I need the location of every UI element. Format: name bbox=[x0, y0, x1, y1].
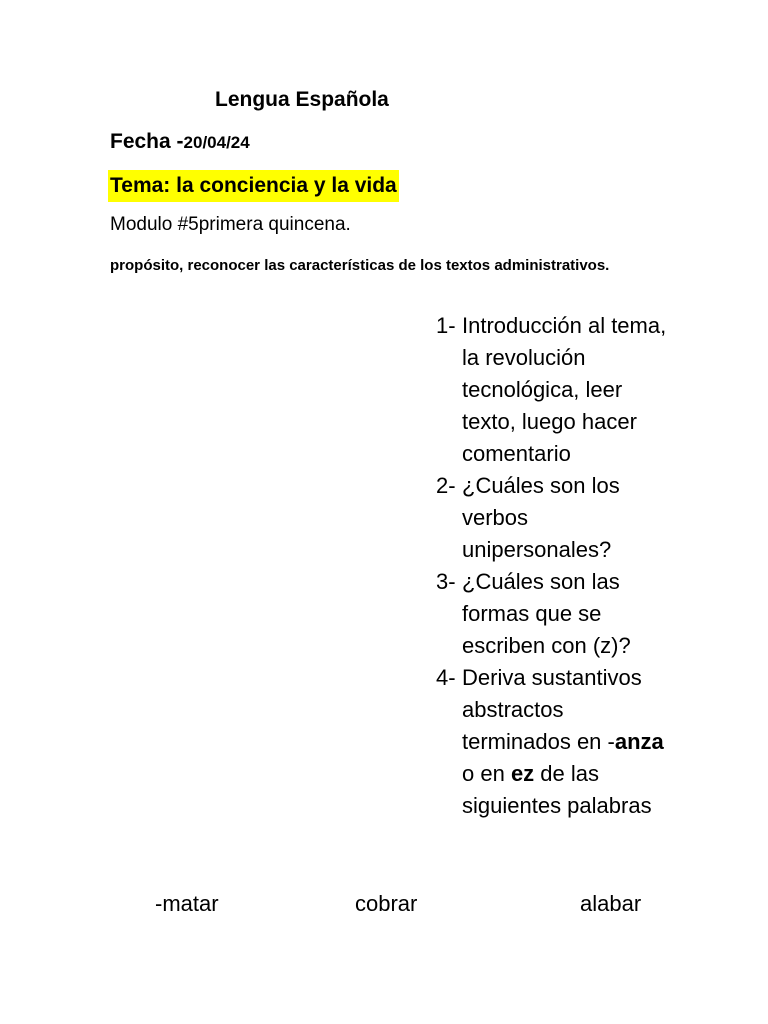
question-item-3 bbox=[436, 566, 676, 662]
date-line bbox=[110, 130, 250, 154]
question-text-part: o en bbox=[462, 761, 511, 786]
suffix-ez: ez bbox=[510, 761, 535, 786]
question-text bbox=[462, 665, 664, 818]
question-text: ¿Cuáles son las formas que se escriben con (z)? bbox=[462, 569, 631, 658]
question-item-2 bbox=[436, 470, 676, 566]
question-text: Introducción al tema, la revolución tecnológica, leer texto, luego hacer comentario bbox=[462, 313, 667, 466]
word-matar: -matar bbox=[155, 891, 219, 916]
question-item-1 bbox=[436, 310, 676, 470]
question-number: 3- bbox=[436, 569, 456, 594]
word-alabar: alabar bbox=[580, 891, 642, 916]
module-line: Modulo #5primera quincena. bbox=[110, 214, 351, 235]
word-cobrar: cobrar bbox=[355, 891, 418, 916]
date-label: Fecha - bbox=[110, 130, 184, 153]
purpose-paragraph: propósito, reconocer las características de los textos administrativos. bbox=[110, 257, 610, 274]
question-item-4 bbox=[436, 662, 676, 822]
suffix-anza: anza bbox=[614, 729, 664, 754]
question-text: ¿Cuáles son los verbos unipersonales? bbox=[462, 473, 620, 562]
date-value: 20/04/24 bbox=[183, 133, 250, 152]
question-number: 2- bbox=[436, 473, 456, 498]
document-title: Lengua Española bbox=[215, 88, 389, 111]
question-text-part: de las siguientes palabras bbox=[462, 761, 652, 818]
question-number: 1- bbox=[436, 313, 456, 338]
question-number: 4- bbox=[436, 665, 456, 690]
topic-highlight: Tema: la conciencia y la vida bbox=[108, 170, 399, 202]
question-list bbox=[436, 310, 676, 822]
question-text-part: Deriva sustantivos abstractos terminados en - bbox=[462, 665, 642, 754]
